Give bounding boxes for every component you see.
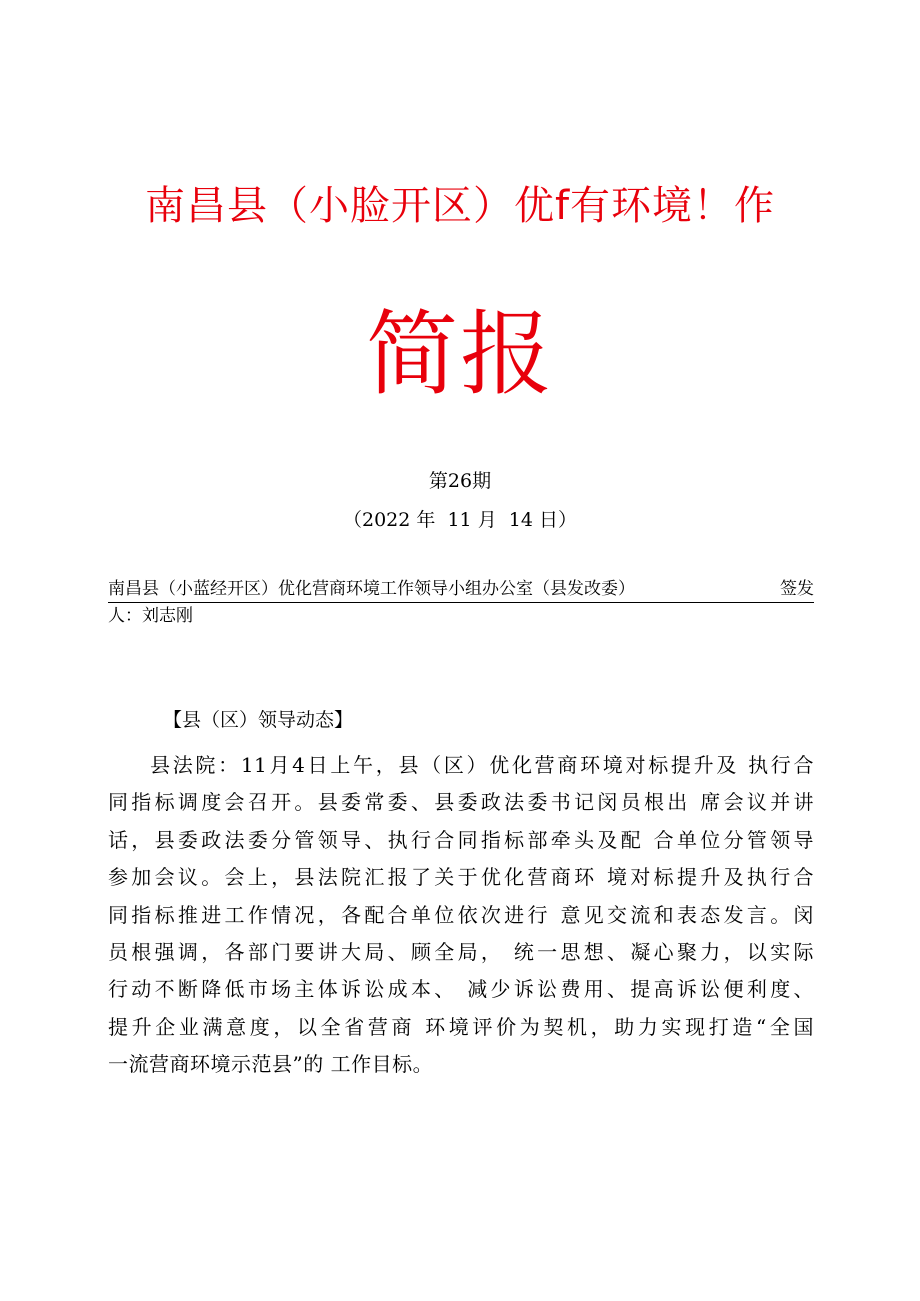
paragraph-line: 县法院：11月4日上午，县（区）优化营商环境对标提升及 执行合 <box>150 753 814 777</box>
paragraph-line: 参加会议。会上，县法院汇报了关于优化营商环 境对标提升及执行合 <box>108 865 814 890</box>
header-title: 南昌县（小脸开区）优f有环境！作 <box>144 183 776 229</box>
signer-label: 签发 <box>780 579 814 599</box>
issuer-line <box>108 576 814 603</box>
issue-number: 第26期 <box>428 470 492 492</box>
paragraph-line: 提升企业满意度，以全省营商 环境评价为契机，助力实现打造“全国 <box>108 1014 814 1039</box>
paragraph-line: 话，县委政法委分管领导、执行合同指标部牵头及配 合单位分管领导 <box>108 827 814 852</box>
issue-date: （2022 年 11 月 14 日） <box>343 509 577 531</box>
body-paragraph <box>108 747 814 1084</box>
paragraph-line: 一流营商环境示范县”的 工作目标。 <box>108 1052 434 1077</box>
issuer-org: 南昌县（小蓝经开区）优化营商环境工作领导小组办公室（县发改委） <box>108 579 635 599</box>
paragraph-line: 同指标推进工作情况，各配合单位依次进行 意见交流和表态发言。闵 <box>108 902 814 927</box>
section-heading: 【县（区）领导动态】 <box>163 709 354 731</box>
paragraph-line: 行动不断降低市场主体诉讼成本、 减少诉讼费用、提高诉讼便利度、 <box>108 977 814 1002</box>
masthead-title: 简报 <box>365 301 554 408</box>
paragraph-line: 员根强调，各部门要讲大局、顾全局， 统一思想、凝心聚力，以实际 <box>108 939 814 964</box>
signer-line: 人：刘志刚 <box>108 606 193 626</box>
issuer-block <box>108 576 814 629</box>
paragraph-line: 同指标调度会召开。县委常委、县委政法委书记闵员根出 席会议并讲 <box>108 790 814 815</box>
